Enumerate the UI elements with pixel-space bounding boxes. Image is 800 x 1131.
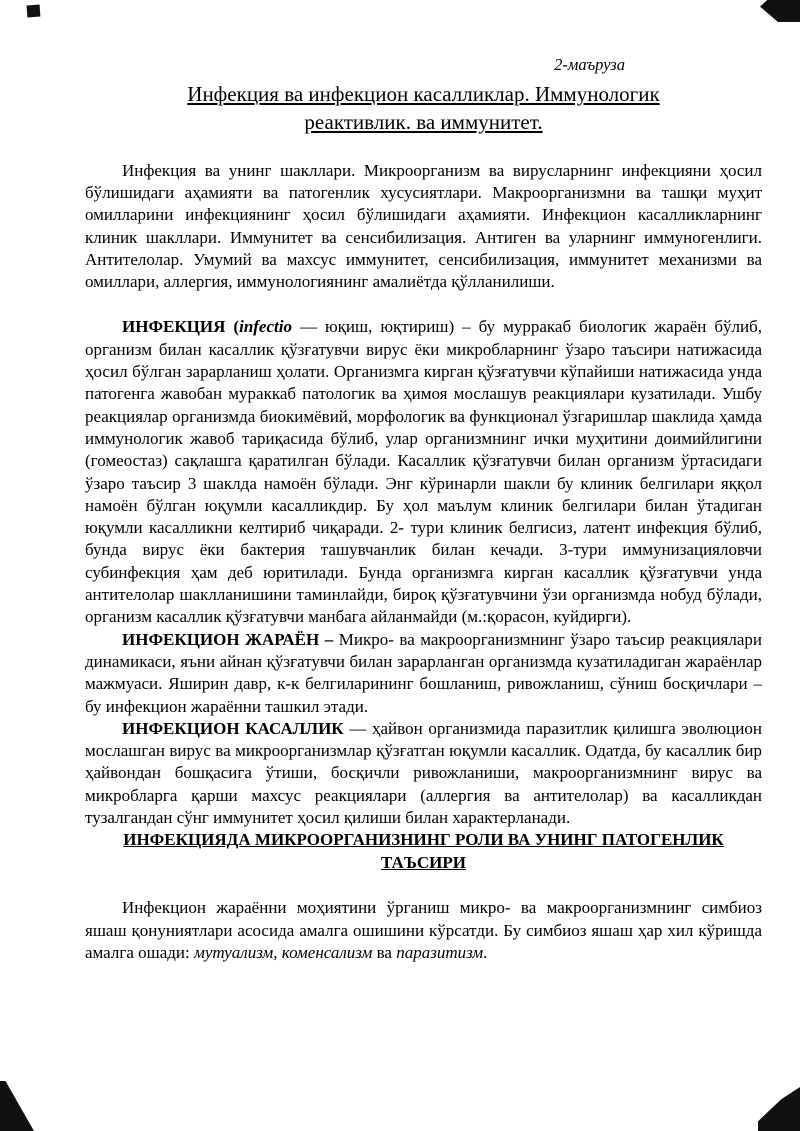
paragraph-symbiosis: Инфекцион жараённи моҳиятини ўрганиш микро- ва макроорганизмнинг симбиоз яшаш қонуниятлари асосида амалга ошишини кўрсатди. Бу симбиоз яшаш ҳар хил кўришда амалга ошади: мутуализм, коменсализм ва паразитизм. [85, 898, 762, 962]
scan-artifact-bottom-left [0, 1081, 34, 1131]
lecture-number-label: 2-маъруза [554, 55, 625, 74]
scan-artifact-top-left [27, 5, 41, 18]
scan-artifact-bottom-right [758, 1087, 800, 1131]
document-title-text: Инфекция ва инфекцион касалликлар. Иммунологик реактивлик. ва иммунитет. [187, 82, 660, 135]
spacer [85, 137, 762, 160]
paragraph-infectious-disease: ИНФЕКЦИОН КАСАЛЛИК — ҳайвон организмида паразитлик қилишга эволюцион мослашган вирус ва микроорганизмлар қўзғатган юқумли касаллик. Одатда, бу касаллик бир ҳайвондан бошқасига ўтиши, босқичли ривожланиши, макроорганизмнинг вирус ва микробларга қарши махсус реакциялари (аллергия ва антителолар) ва касалликдан тузалгандан сўнг иммунитет ҳосил қилиши билан характерланади. [85, 718, 762, 827]
paragraph-infection-process: ИНФЕКЦИОН ЖАРАЁН – Микро- ва макроорганизмнинг ўзаро таъсир реакциялари динамикаси, яъни айнан қўзғатувчи билан зарарланган организмда кузатиладиган жараёнлар мажмуаси. Яширин давр, к-к белгиларининг бошланиш, ривожланиш, сўниш босқичлари –бу инфекцион жараённи ташкил этади. [85, 629, 762, 716]
section-heading-text: ИНФЕКЦИЯДА МИКРООРГАНИЗНИНГ РОЛИ ВА УНИНГ ПАТОГЕНЛИК ТАЪСИРИ [123, 830, 724, 872]
spacer [85, 293, 762, 316]
paragraph-infection-definition: ИНФЕКЦИЯ (infectio — юқиш, юқтириш) – бу мурракаб биологик жараён бўлиб, организм билан касаллик қўзғатувчи вирус ёки микробларнинг ўзаро таъсири натижасида ҳосил бўлган зарарланиш ҳолати. Организмга кирган қўзғатувчи кўпайиши натижасида унда патогенга жавобан мураккаб патологик ва ҳимоя мослашув реакциялари кузатилади. Ушбу реакциялар организмда биокимёвий, морфологик ва функционал ўзгаришлар шаклида ҳамда иммунологик жавоб тариқасида бўлиб, улар организмнинг ички муҳитини доимийлигини (гомеостаз) сақлашга қаратилган бўлади. Касаллик қўзғатувчи билан организм ўртасидаги ўзаро таъсир 3 шаклда намоён бўлади. Энг кўринарли шакли бу клиник белгилари яққол намоён бўлган юқумли касалликдир. Бу ҳол маълум клиник белгилари билан ўтадиган юқумли касалликни келтириб чиқаради. 2- тури клиник белгисиз, латент инфекция бўлиб, бунда вирус ёки бактерия ташувчанлик билан кечади. 3-тури иммунизацияловчи субинфекция ҳам деб юритилади. Бунда организмга кирган касаллик қўзғатувчи унда антителолар шаклланишини таминлайди, бироқ қўзғатувчини ўзи организмда нобуд бўлади, организм касаллик қўзғатувчи манбага айланмайди (м.:қорасон, куйдирги). [85, 317, 762, 627]
paragraph-overview: Инфекция ва унинг шакллари. Микроорганизм ва вирусларнинг инфекцияни ҳосил бўлишидаги аҳамияти ва патогенлик хусусиятлари. Макроорганизмни ва ташқи муҳит омилларини инфекциянинг ҳосил бўлишидаги аҳамияти. Инфекцион касалликларнинг клиник шакллари. Иммунитет ва сенсибилизация. Антиген ва уларнинг иммуногенлиги. Антителолар. Умумий ва махсус иммунитет, сенсибилизация, иммунитет механизми ва омиллари, аллергия, иммунологиянинг амалиётда қўлланилиши. [85, 160, 762, 292]
document-title [139, 80, 709, 137]
spacer [85, 874, 762, 897]
section-heading-microorganism-role [85, 829, 762, 874]
